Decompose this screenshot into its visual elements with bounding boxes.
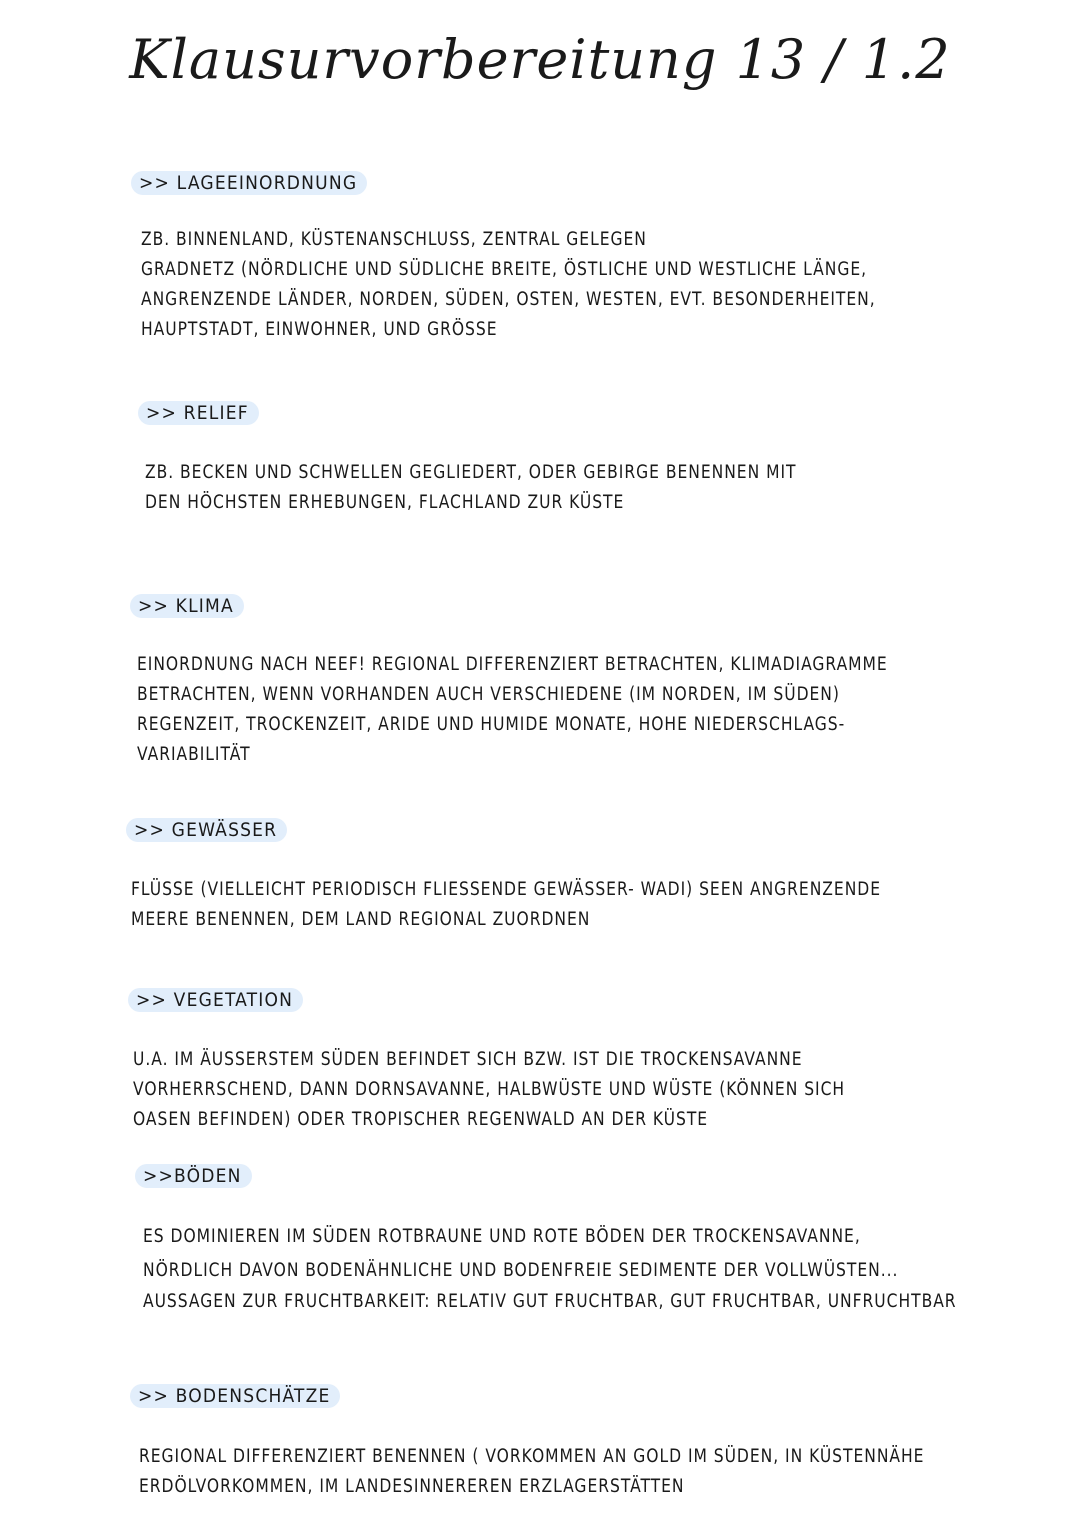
- body-line: ZB. BECKEN UND SCHWELLEN GEGLIEDERT, ODER GEBIRGE BENENNEN MIT: [145, 462, 797, 483]
- body-line: HAUPTSTADT, EINWOHNER, UND GRÖSSE: [141, 319, 498, 340]
- body-line: NÖRDLICH DAVON BODENÄHNLICHE UND BODENFREIE SEDIMENTE DER VOLLWÜSTEN...: [143, 1260, 899, 1281]
- body-line: DEN HÖCHSTEN ERHEBUNGEN, FLACHLAND ZUR KÜSTE: [145, 492, 625, 513]
- section-label-boeden: >>BÖDEN: [135, 1164, 252, 1188]
- section-label-relief: >> RELIEF: [138, 401, 259, 425]
- body-line: VARIABILITÄT: [137, 744, 251, 765]
- body-line: ANGRENZENDE LÄNDER, NORDEN, SÜDEN, OSTEN, WESTEN, EVT. BESONDERHEITEN,: [141, 289, 876, 310]
- section-label-vegetation: >> VEGETATION: [128, 988, 303, 1012]
- section-label-gewaesser: >> GEWÄSSER: [126, 818, 287, 842]
- body-line: GRADNETZ (NÖRDLICHE UND SÜDLICHE BREITE, ÖSTLICHE UND WESTLICHE LÄNGE,: [141, 259, 868, 280]
- body-line: U.A. IM ÄUSSERSTEM SÜDEN BEFINDET SICH BZW. IST DIE TROCKENSAVANNE: [133, 1049, 803, 1070]
- section-body-boeden: [143, 1220, 957, 1316]
- body-line: FLÜSSE (VIELLEICHT PERIODISCH FLIESSENDE GEWÄSSER- WADI) SEEN ANGRENZENDE: [131, 879, 882, 900]
- body-line: REGIONAL DIFFERENZIERT BENENNEN ( VORKOMMEN AN GOLD IM SÜDEN, IN KÜSTENNÄHE: [139, 1446, 925, 1467]
- section-body-klima: [137, 650, 888, 770]
- section-body-vegetation: [133, 1045, 845, 1135]
- section-label-bodenschaetze: >> BODENSCHÄTZE: [130, 1384, 340, 1408]
- body-line: VORHERRSCHEND, DANN DORNSAVANNE, HALBWÜSTE UND WÜSTE (KÖNNEN SICH: [133, 1079, 846, 1100]
- section-label-klima: >> KLIMA: [130, 594, 244, 618]
- body-line: MEERE BENENNEN, DEM LAND REGIONAL ZUORDNEN: [131, 909, 591, 930]
- section-label-lageeinordnung: >> LAGEEINORDNUNG: [131, 171, 367, 195]
- body-line: ZB. BINNENLAND, KÜSTENANSCHLUSS, ZENTRAL GELEGEN: [141, 229, 647, 250]
- page-title: Klausurvorbereitung 13 / 1.2: [129, 28, 951, 91]
- body-line: ES DOMINIEREN IM SÜDEN ROTBRAUNE UND ROTE BÖDEN DER TROCKENSAVANNE,: [143, 1226, 861, 1247]
- section-body-lageeinordnung: [141, 225, 876, 345]
- section-body-bodenschaetze: [139, 1442, 924, 1502]
- body-line: BETRACHTEN, WENN VORHANDEN AUCH VERSCHIEDENE (IM NORDEN, IM SÜDEN): [137, 684, 840, 705]
- section-body-gewaesser: [131, 875, 881, 935]
- body-line: ERDÖLVORKOMMEN, IM LANDESINNEREREN ERZLAGERSTÄTTEN: [139, 1476, 685, 1497]
- body-line: AUSSAGEN ZUR FRUCHTBARKEIT: RELATIV GUT FRUCHTBAR, GUT FRUCHTBAR, UNFRUCHTBAR: [143, 1291, 957, 1312]
- section-body-relief: [145, 458, 796, 518]
- body-line: REGENZEIT, TROCKENZEIT, ARIDE UND HUMIDE MONATE, HOHE NIEDERSCHLAGS-: [137, 714, 846, 735]
- body-line: EINORDNUNG NACH NEEF! REGIONAL DIFFERENZIERT BETRACHTEN, KLIMADIAGRAMME: [137, 654, 888, 675]
- body-line: OASEN BEFINDEN) ODER TROPISCHER REGENWALD AN DER KÜSTE: [133, 1109, 709, 1130]
